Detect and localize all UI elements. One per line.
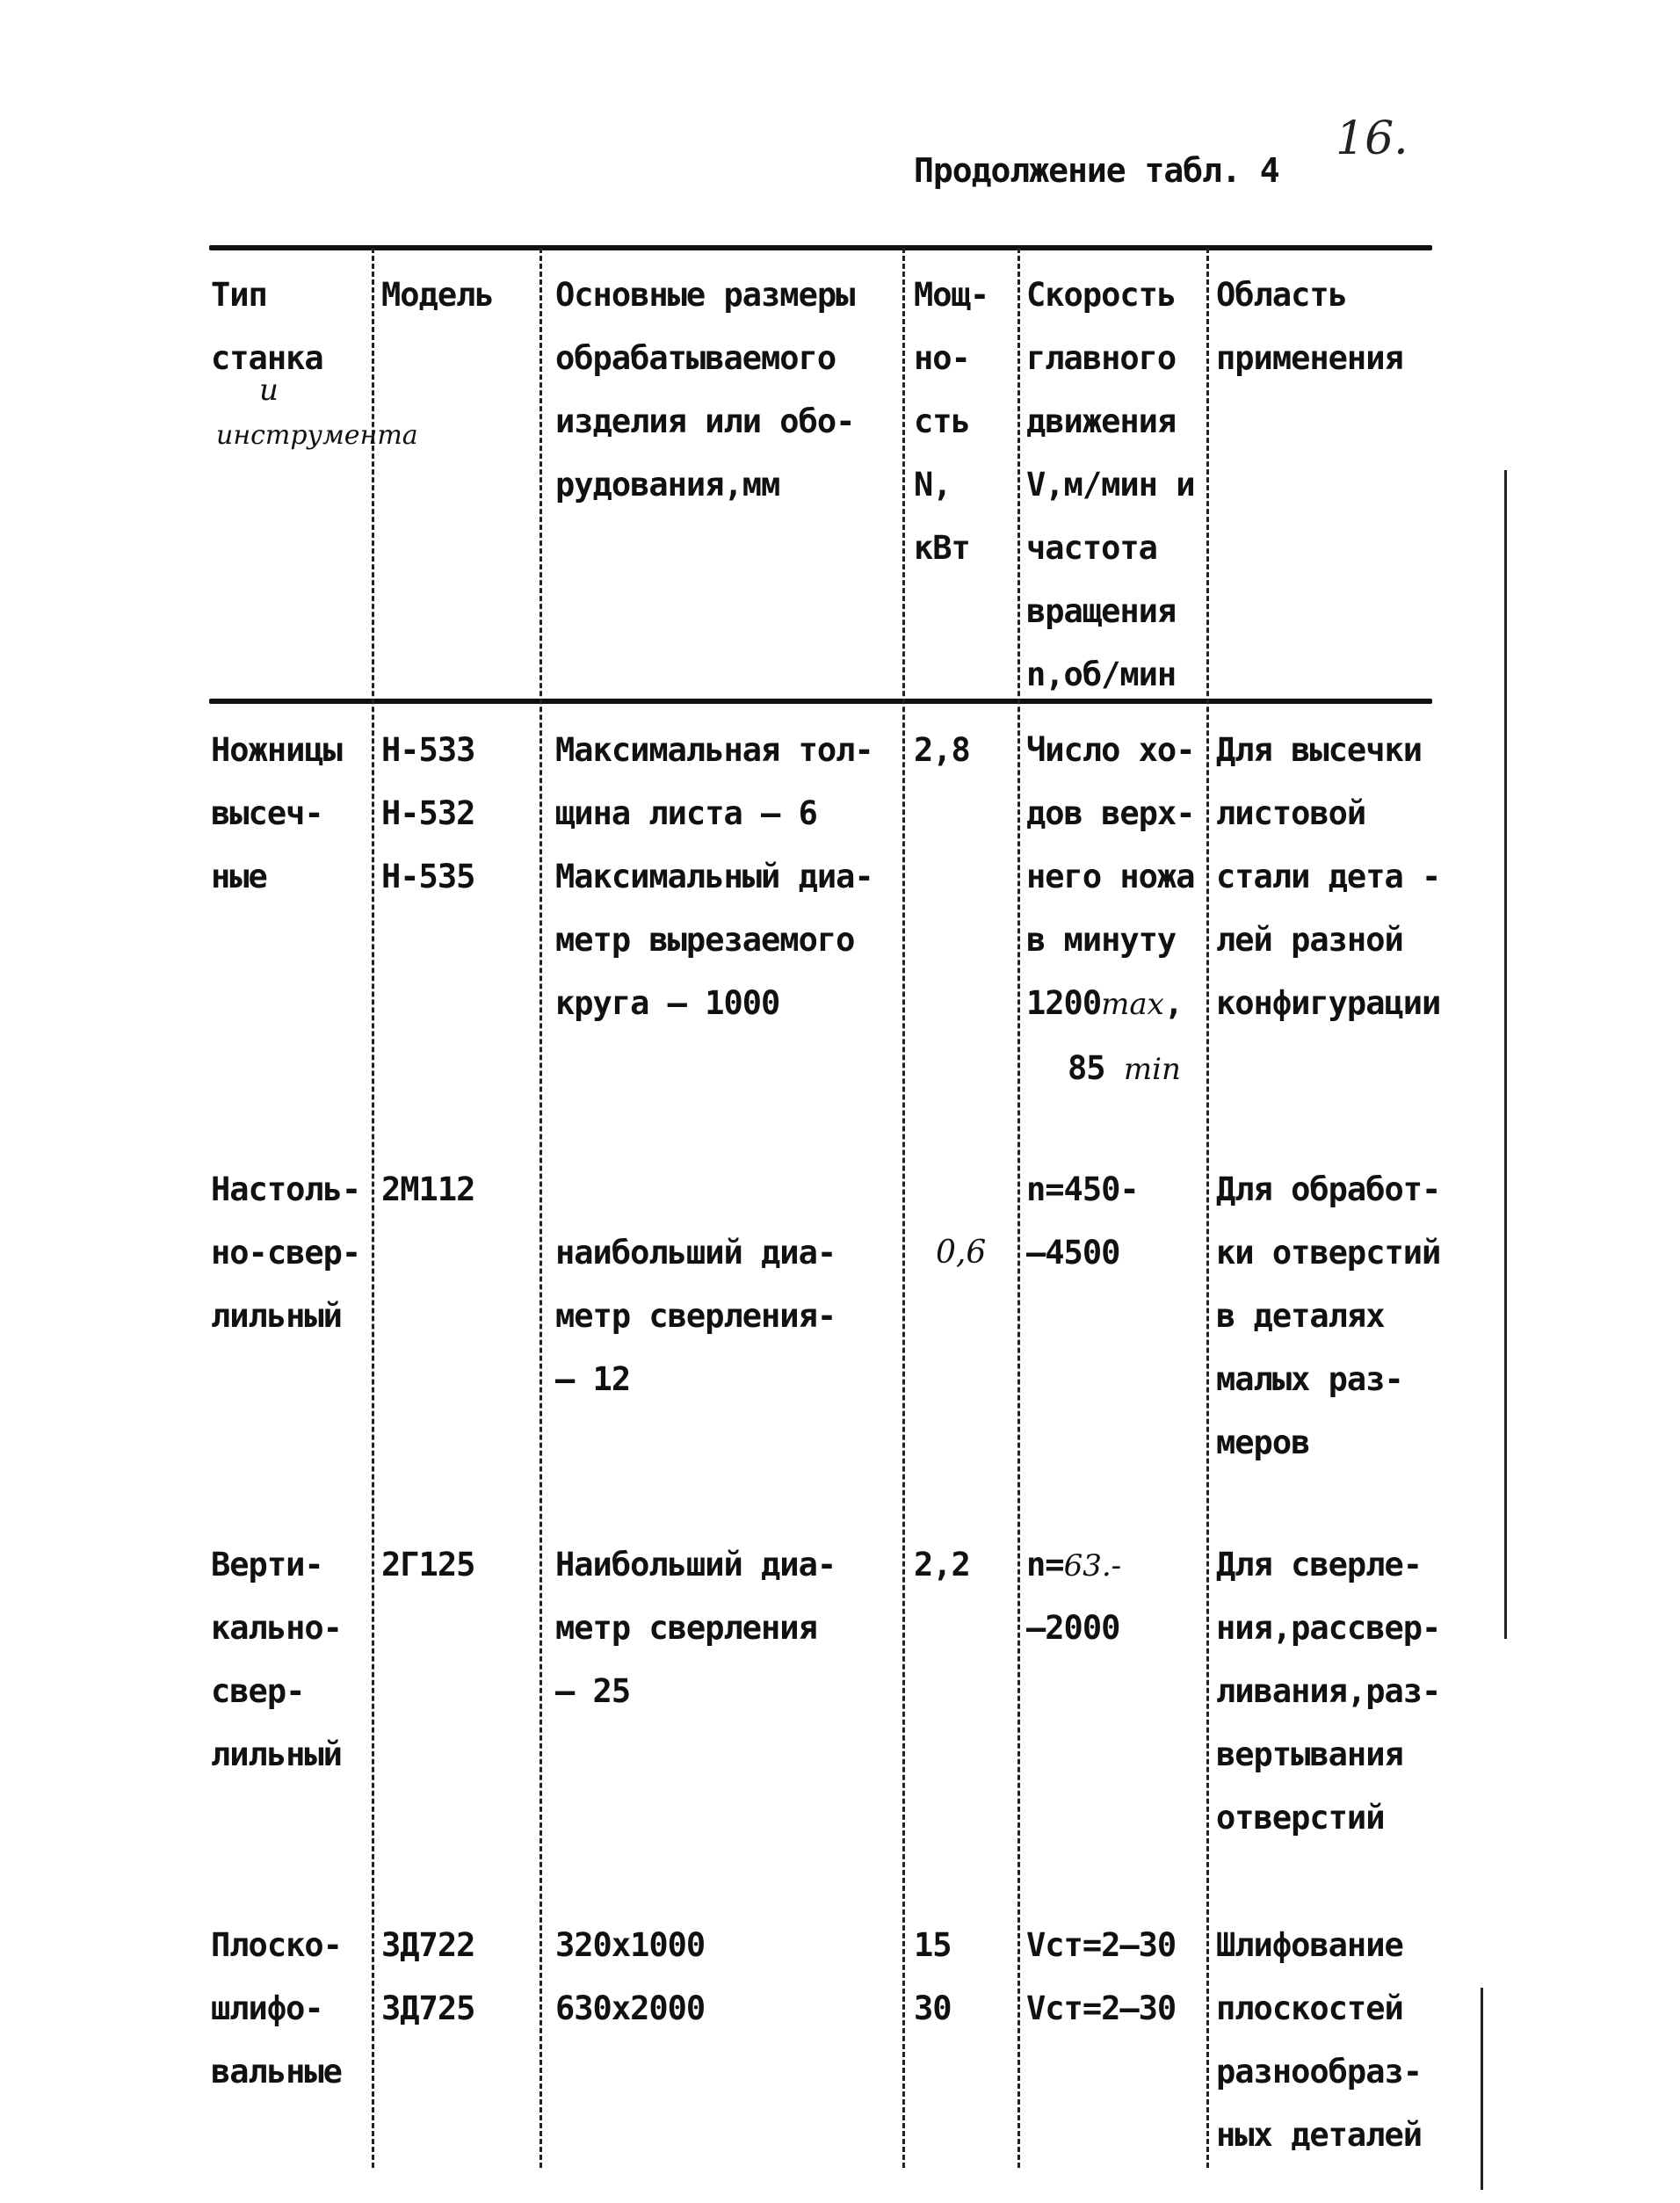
row1-application: Для высечки листовой стали дета - лей разной конфигурации bbox=[1216, 731, 1441, 1022]
row3-power: 2,2 bbox=[914, 1546, 970, 1583]
column-divider-2 bbox=[539, 248, 542, 2168]
row2-application: Для обработ- ки отверстий в деталях малых раз- меров bbox=[1216, 1170, 1441, 1461]
header-application: Область применения bbox=[1216, 276, 1403, 377]
row1-type: Ножницы высеч- ные bbox=[211, 731, 342, 895]
header-power-line1: Мощ- bbox=[914, 276, 989, 314]
row1-speed-max-hand: max bbox=[1101, 987, 1164, 1022]
row3-speed-hand: 63.- bbox=[1063, 1548, 1122, 1583]
header-power-line2: но- bbox=[914, 339, 970, 377]
table-header-rule bbox=[209, 699, 1432, 704]
header-dimensions: Основные размеры обрабатываемого изделия или обо- рудования,мм bbox=[555, 276, 855, 504]
header-type-hand-and: и bbox=[259, 373, 279, 408]
row4-type: Плоско- шлифо- вальные bbox=[211, 1926, 342, 2091]
header-type-line2: станка bbox=[211, 339, 323, 377]
row3-application: Для сверле- ния,рассвер- ливания,раз- вертывания отверстий bbox=[1216, 1546, 1441, 1837]
margin-line-right-lower bbox=[1481, 1988, 1483, 2190]
row1-speed-max-value: 1200 bbox=[1026, 984, 1102, 1022]
row4-model: 3Д722 3Д725 bbox=[381, 1926, 475, 2027]
row1-speed-line4: в минуту bbox=[1026, 921, 1177, 959]
row3-speed-line2: –2000 bbox=[1026, 1609, 1120, 1647]
header-type-line1: Тип bbox=[211, 276, 267, 314]
column-divider-3 bbox=[902, 248, 905, 2168]
row1-speed-min-hand: min bbox=[1123, 1052, 1181, 1087]
row2-model: 2М112 bbox=[381, 1170, 475, 1208]
row1-speed-line3: него ножа bbox=[1026, 858, 1195, 895]
row2-speed: n=450- –4500 bbox=[1026, 1170, 1139, 1272]
row2-type: Настоль- но-свер- лильный bbox=[211, 1170, 361, 1335]
row3-speed-line1 bbox=[1026, 1533, 1121, 1598]
page-number: 16. bbox=[1336, 112, 1408, 165]
row4-power: 15 30 bbox=[914, 1926, 952, 2027]
row1-speed-max-suffix: , bbox=[1163, 984, 1184, 1022]
header-power-line3: сть bbox=[914, 402, 970, 440]
header-power-line5: кВт bbox=[914, 529, 970, 567]
row2-power: 0,6 bbox=[936, 1235, 987, 1271]
row1-model: Н-533 Н-532 Н-535 bbox=[381, 731, 475, 895]
row1-dimensions: Максимальная тол- щина листа – 6 Максимальный диа- метр вырезаемого круга – 1000 bbox=[555, 731, 873, 1022]
column-divider-1 bbox=[372, 248, 374, 2168]
column-divider-5 bbox=[1206, 248, 1209, 2168]
row1-speed-max bbox=[1026, 972, 1183, 1036]
row3-type: Верти- кально- свер- лильный bbox=[211, 1546, 342, 1773]
header-speed: Скорость главного движения V,м/мин и частота вращения n,об/мин bbox=[1026, 276, 1195, 693]
header-type-hand-instrument: инструмента bbox=[216, 420, 418, 451]
header-model: Модель bbox=[381, 276, 494, 314]
column-divider-4 bbox=[1017, 248, 1020, 2168]
row4-application: Шлифование плоскостей разнообраз- ных деталей bbox=[1216, 1926, 1423, 2154]
row3-dimensions: Наибольший диа- метр сверления – 25 bbox=[555, 1546, 836, 1710]
row3-model: 2Г125 bbox=[381, 1546, 475, 1583]
table-continuation-label: Продолжение табл. 4 bbox=[914, 151, 1279, 190]
row4-speed: Vст=2–30 Vст=2–30 bbox=[1026, 1926, 1177, 2027]
row1-speed-min bbox=[1068, 1037, 1181, 1101]
row3-speed-prefix: n= bbox=[1026, 1546, 1064, 1583]
row1-speed-line2: дов верх- bbox=[1026, 794, 1195, 832]
margin-line-right bbox=[1504, 470, 1507, 1639]
header-power-line4: N, bbox=[914, 466, 952, 504]
row1-speed-line1: Число хо- bbox=[1026, 731, 1195, 769]
row1-power: 2,8 bbox=[914, 731, 970, 769]
row2-dimensions: наибольший диа- метр сверления- – 12 bbox=[555, 1234, 836, 1398]
row4-dimensions: 320х1000 630х2000 bbox=[555, 1926, 706, 2027]
row1-speed-min-value: 85 bbox=[1068, 1049, 1105, 1087]
table-top-rule bbox=[209, 245, 1432, 250]
